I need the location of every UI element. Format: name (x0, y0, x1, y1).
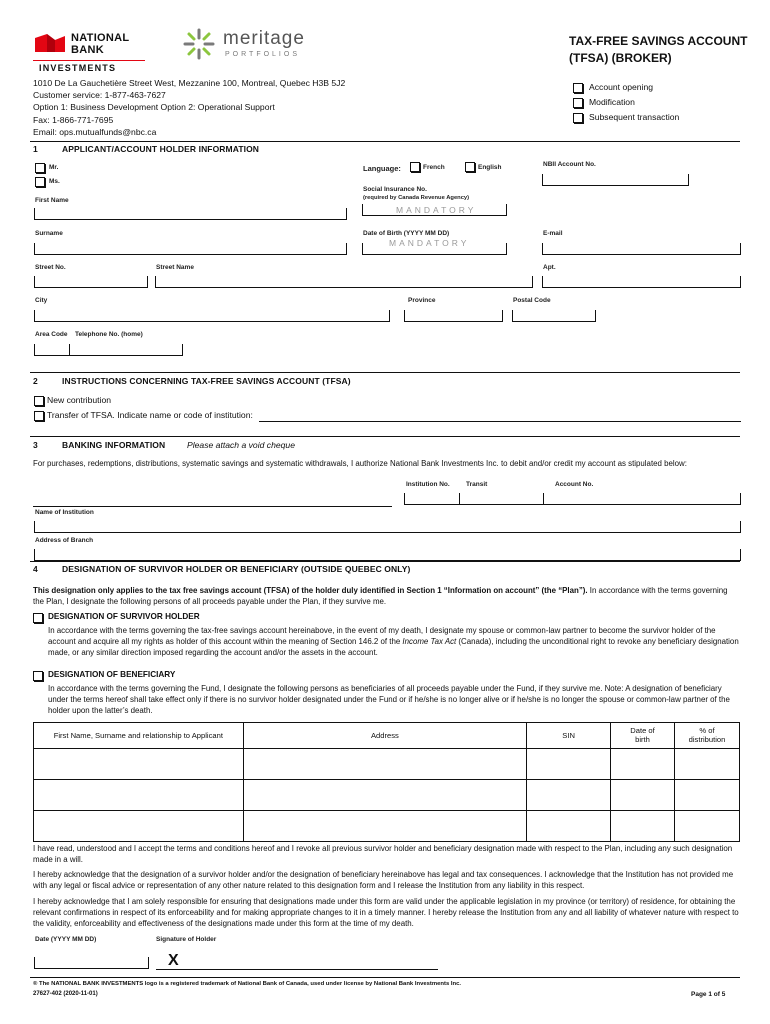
address-line2: Customer service: 1-877-463-7627 (33, 90, 166, 101)
survivor-text-b: (Canada), including the unconditional right to revoke any beneficiary designation made, or any similar direction imposed regarding the account and/or the assets in the account. (48, 637, 739, 658)
meritage-burst-icon (183, 28, 215, 60)
transfer-institution-field[interactable] (259, 421, 741, 422)
section2-title: INSTRUCTIONS CONCERNING TAX-FREE SAVINGS ACCOUNT (TFSA) (62, 376, 351, 386)
postal-code-field[interactable] (512, 310, 596, 322)
section3-rule (30, 436, 740, 437)
english-label: English (478, 164, 502, 171)
new-contribution-checkbox[interactable] (34, 396, 44, 406)
table-row[interactable] (34, 749, 740, 780)
account-opening-label: Account opening (589, 82, 654, 92)
survivor-holder-checkbox[interactable] (33, 613, 43, 623)
date-field[interactable] (34, 957, 149, 969)
address-line4: Fax: 1-866-771-7695 (33, 114, 114, 125)
header-name: First Name, Surname and relationship to Applicant (34, 723, 244, 749)
account-opening-checkbox[interactable] (573, 83, 583, 93)
date-label: Date (YYYY MM DD) (35, 936, 97, 943)
table-row[interactable] (34, 811, 740, 842)
signature-line[interactable] (156, 969, 438, 970)
french-label: French (423, 164, 445, 171)
beneficiary-text: In accordance with the terms governing the Fund, I designate the following persons as beneficiaries of all proceeds payable under the Fund, if they survive me. Note: A designation of beneficiary under the terms hereof shall take effect only if there is no survivor holder designated under the Fund or if he/she is no longer alive or if he/she is no longer the spouse or common-law partner of the holder upon the latter’s death. (48, 684, 730, 716)
header-address: Address (243, 723, 527, 749)
address-branch-field[interactable] (34, 549, 741, 561)
footer-page: Page 1 of 5 (691, 991, 726, 998)
address-line1: 1010 De La Gauchetière Street West, Mezzanine 100, Montreal, Quebec H3B 5J2 (33, 78, 346, 88)
street-name-label: Street Name (156, 264, 194, 271)
meritage-logo (183, 28, 323, 68)
designation-intro (33, 585, 740, 607)
institution-no-label: Institution No. (406, 481, 450, 488)
nbi-flag-icon (33, 32, 67, 54)
transfer-tfsa-checkbox[interactable] (34, 411, 44, 421)
survivor-text-italic: Income Tax Act (402, 637, 457, 647)
surname-field[interactable] (34, 243, 347, 255)
form-title-line2: (TFSA) (BROKER) (569, 51, 672, 65)
first-name-field[interactable] (34, 208, 347, 220)
sin-note: (required by Canada Revenue Agency) (363, 195, 470, 201)
meritage-logo-name: meritage (223, 28, 305, 49)
area-code-field[interactable] (34, 344, 70, 356)
city-label: City (35, 297, 48, 304)
sin-label: Social Insurance No. (363, 186, 427, 193)
apt-field[interactable] (542, 276, 741, 288)
address-line3: Option 1: Business Development Option 2: Operational Support (33, 102, 275, 113)
province-field[interactable] (404, 310, 503, 322)
nbi-logo-line2: BANK (71, 44, 104, 56)
name-institution-label: Name of Institution (35, 509, 94, 516)
apt-label: Apt. (543, 264, 556, 271)
address-line5: Email: ops.mutualfunds@nbc.ca (33, 126, 157, 137)
banking-line (33, 506, 392, 507)
first-name-label: First Name (35, 197, 69, 204)
telephone-field[interactable] (70, 344, 183, 356)
header-sin: SIN (527, 723, 611, 749)
section4-rule (30, 561, 740, 562)
banking-authorization-text: For purchases, redemptions, distributions, systematic savings and systematic withdrawals, I authorize National Bank Investments Inc. to debit and/or credit my account as stipulated below: (33, 459, 687, 468)
table-row[interactable] (34, 780, 740, 811)
section2-rule (30, 372, 740, 373)
footer-rule (30, 977, 740, 978)
street-name-field[interactable] (155, 276, 533, 288)
surname-label: Surname (35, 230, 63, 237)
subsequent-transaction-label: Subsequent transaction (589, 112, 680, 122)
account-no-label: Account No. (555, 481, 594, 488)
email-field[interactable] (542, 243, 741, 255)
english-checkbox[interactable] (465, 162, 475, 172)
section1-number: 1 (33, 144, 38, 154)
nbii-account-label: NBII Account No. (543, 161, 596, 168)
modification-label: Modification (589, 97, 635, 107)
beneficiary-checkbox[interactable] (33, 671, 43, 681)
name-institution-field[interactable] (34, 521, 741, 533)
section4-title: DESIGNATION OF SURVIVOR HOLDER OR BENEFICIARY (OUTSIDE QUEBEC ONLY) (62, 564, 411, 574)
section1-title: APPLICANT/ACCOUNT HOLDER INFORMATION (62, 144, 260, 154)
section1-rule (30, 141, 740, 142)
signature-label: Signature of Holder (156, 936, 217, 943)
section2-number: 2 (33, 376, 38, 386)
survivor-text-a: In accordance with the terms governing the tax-free savings account hereinabove, in the event of my death, I designate my spouse or common-law partner to become the survivor holder of the account and acquire all my rights as holder of this account within the meaning of Section 146.2 of the (48, 626, 716, 647)
transit-label: Transit (466, 481, 488, 488)
nbi-logo (33, 30, 158, 76)
header-dob: Date of birth (611, 723, 675, 749)
new-contribution-label: New contribution (47, 395, 112, 405)
beneficiary-table (33, 722, 740, 842)
french-checkbox[interactable] (410, 162, 420, 172)
institution-no-field[interactable] (404, 493, 460, 505)
section3-number: 3 (33, 440, 38, 450)
account-no-field[interactable] (544, 493, 741, 505)
header-distribution: % of distribution (674, 723, 739, 749)
section3-note: Please attach a void cheque (187, 440, 295, 450)
modification-checkbox[interactable] (573, 98, 583, 108)
survivor-holder-text (48, 625, 740, 659)
footer-trademark: ® The NATIONAL BANK INVESTMENTS logo is a registered trademark of National Bank of Canada, used under license by National Bank Investments Inc. (33, 981, 462, 987)
language-label: Language: (363, 164, 401, 173)
email-label: E-mail (543, 230, 563, 237)
area-code-label: Area Code (35, 331, 68, 338)
designation-intro-rest: In accordance with the terms governing the Plan, I designate the following persons of all proceeds payable under the Plan, if they survive me. (33, 586, 728, 607)
address-block (33, 77, 345, 138)
city-field[interactable] (34, 310, 390, 322)
meritage-logo-sub: PORTFOLIOS (225, 51, 300, 58)
table-header-row (34, 723, 740, 749)
transfer-tfsa-label: Transfer of TFSA. Indicate name or code of institution: (47, 410, 253, 420)
dob-label: Date of Birth (YYYY MM DD) (363, 230, 450, 237)
postal-code-label: Postal Code (513, 297, 551, 304)
declaration-3: I hereby acknowledge that I am solely responsible for ensuring that designations made under this form are valid under the applicable legislation in my province (or territory) of residence, for obtaining the relevant confirmations in respect of its enforceability and for making appropriate changes to it in a timely manner. I hereby release the Institution from any and all liability of whatever nature with respect to the validity, enforceability and effectiveness of the designations made under this form at the time of my death. (33, 897, 739, 929)
designation-intro-bold: This designation only applies to the tax free savings account (TFSA) of the holder duly identified in Section 1 “Information on account” (the “Plan”). (33, 586, 588, 595)
form-title-line1: TAX-FREE SAVINGS ACCOUNT (569, 34, 748, 48)
address-branch-label: Address of Branch (35, 537, 94, 544)
ms-checkbox[interactable] (35, 177, 45, 187)
nbii-account-field[interactable] (542, 174, 689, 186)
signature-x-mark: X (168, 952, 179, 969)
province-label: Province (408, 297, 436, 304)
footer-code: 27627-402 (2020-11-01) (33, 991, 98, 997)
declaration-2: I hereby acknowledge that the designation of a survivor holder and/or the designation of beneficiary hereinabove has legal and tax consequences. I acknowledge that the Institution has not provided me with any legal or fiscal advice or representation of any other nature related to this designation form and I release the Institution from any liability in this respect. (33, 870, 734, 891)
subsequent-transaction-checkbox[interactable] (573, 113, 583, 123)
nbi-logo-rule (33, 60, 145, 61)
mr-label: Mr. (49, 164, 59, 171)
telephone-label: Telephone No. (home) (75, 331, 143, 338)
ms-label: Ms. (49, 178, 60, 185)
mr-checkbox[interactable] (35, 163, 45, 173)
street-no-field[interactable] (34, 276, 148, 288)
street-no-label: Street No. (35, 264, 66, 271)
survivor-holder-title: DESIGNATION OF SURVIVOR HOLDER (48, 612, 200, 621)
nbi-logo-line3: INVESTMENTS (39, 63, 117, 73)
declaration-1: I have read, understood and I accept the terms and conditions hereof and I revoke all previous survivor holder and beneficiary designation made with respect to the Plan, including any such designation made in a will. (33, 844, 733, 865)
transit-field[interactable] (460, 493, 544, 505)
sin-mandatory-text: MANDATORY (396, 205, 477, 215)
dob-mandatory-text: MANDATORY (389, 238, 470, 248)
beneficiary-title: DESIGNATION OF BENEFICIARY (48, 670, 176, 679)
section4-number: 4 (33, 564, 38, 574)
nbi-logo-line1: NATIONAL (71, 32, 130, 44)
section3-title: BANKING INFORMATION (62, 440, 166, 450)
